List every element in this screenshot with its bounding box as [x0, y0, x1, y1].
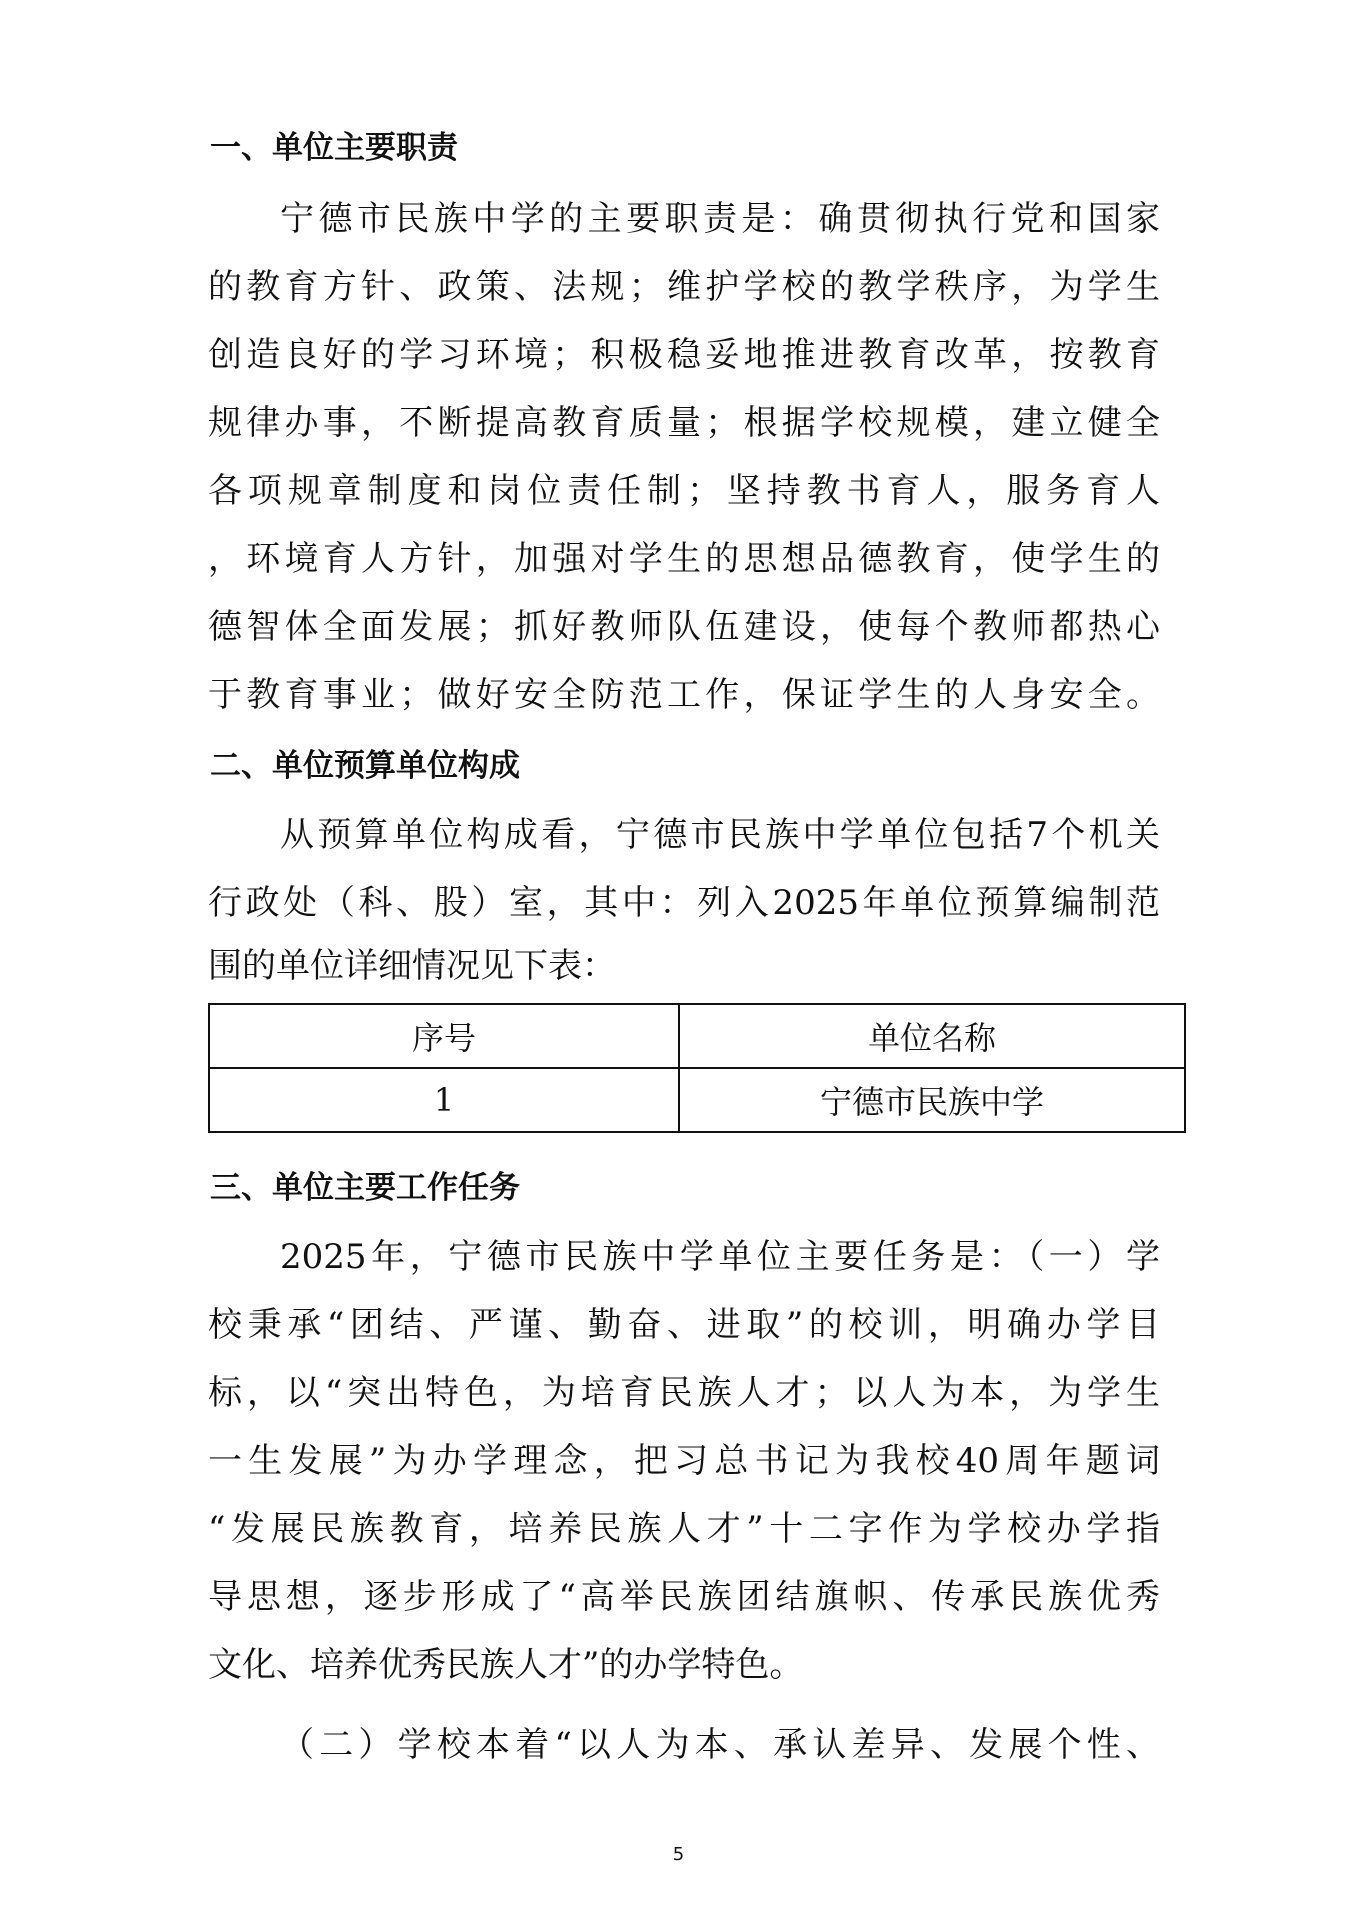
paragraph-line: “发展民族教育，培养民族人才”十二字作为学校办学指: [208, 1509, 1160, 1549]
paragraph-line: ，环境育人方针，加强对学生的思想品德教育，使学生的: [208, 539, 1160, 579]
table-header-row: [209, 1004, 1185, 1068]
paragraph-line: 校秉承“团结、严谨、勤奋、进取”的校训，明确办学目: [208, 1305, 1160, 1345]
paragraph-line: 从预算单位构成看，宁德市民族中学单位包括7个机关: [280, 815, 1160, 855]
paragraph-line: 文化、培养优秀民族人才”的办学特色。: [208, 1645, 804, 1685]
paragraph-line: 德智体全面发展；抓好教师队伍建设，使每个教师都热心: [208, 607, 1160, 647]
budget-units-table: [208, 1003, 1186, 1133]
section-heading-budget-units: 二、单位预算单位构成: [210, 748, 520, 784]
section-heading-duties: 一、单位主要职责: [210, 130, 458, 166]
paragraph-line: 2025年，宁德市民族中学单位主要任务是：（一）学: [280, 1237, 1160, 1277]
paragraph-line: 规律办事，不断提高教育质量；根据学校规模，建立健全: [208, 403, 1160, 443]
paragraph-line: 于教育事业；做好安全防范工作，保证学生的人身安全。: [208, 675, 1160, 715]
paragraph-line: 创造良好的学习环境；积极稳妥地推进教育改革，按教育: [208, 335, 1160, 375]
paragraph-line: 导思想，逐步形成了“高举民族团结旗帜、传承民族优秀: [208, 1577, 1160, 1617]
paragraph-line: （二）学校本着“以人为本、承认差异、发展个性、: [280, 1725, 1160, 1765]
table-header-cell: 序号: [209, 1004, 679, 1068]
page-number: 5: [672, 1844, 685, 1865]
paragraph-line: 行政处（科、股）室，其中：列入2025年单位预算编制范: [208, 883, 1160, 923]
paragraph-line: 一生发展”为办学理念，把习总书记为我校40周年题词: [208, 1441, 1160, 1481]
paragraph-line: 各项规章制度和岗位责任制；坚持教书育人，服务育人: [208, 471, 1160, 511]
paragraph-line: 围的单位详细情况见下表：: [208, 946, 616, 986]
section-heading-main-tasks: 三、单位主要工作任务: [210, 1170, 520, 1206]
table-row: [209, 1068, 1185, 1132]
table-cell: 宁德市民族中学: [679, 1068, 1185, 1132]
paragraph-line: 标，以“突出特色，为培育民族人才；以人为本，为学生: [208, 1373, 1160, 1413]
table-header-cell: 单位名称: [679, 1004, 1185, 1068]
table-cell: 1: [209, 1068, 679, 1132]
paragraph-line: 的教育方针、政策、法规；维护学校的教学秩序，为学生: [208, 267, 1160, 307]
paragraph-line: 宁德市民族中学的主要职责是：确贯彻执行党和国家: [280, 199, 1160, 239]
